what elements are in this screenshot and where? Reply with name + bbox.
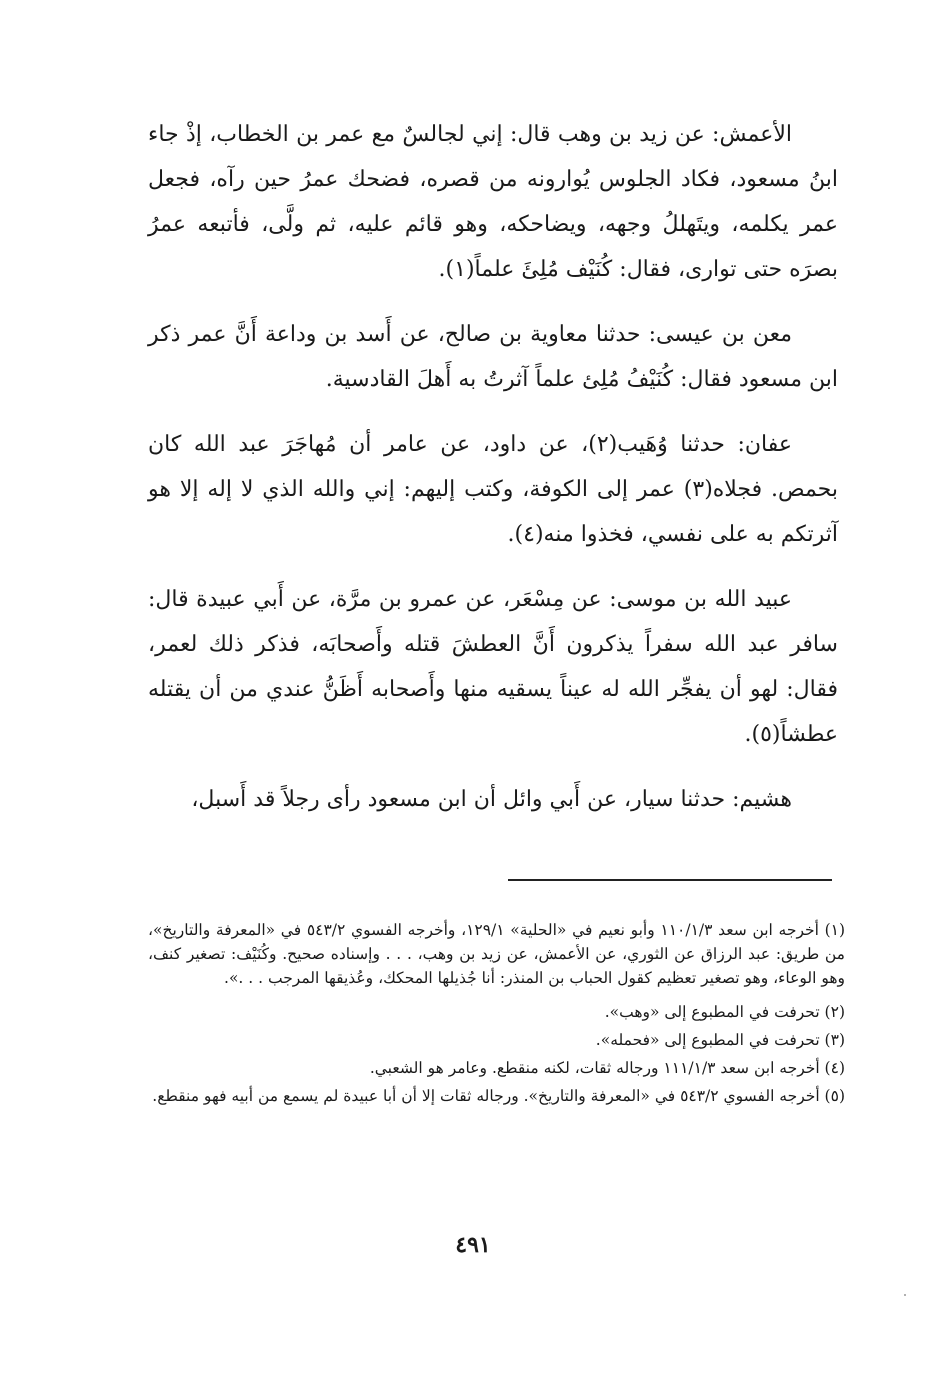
paragraph-hushaym: هشيم: حدثنا سيار، عن أَبي وائل أن ابن مسعود رأى رجلاً قد أَسبل، [191,787,792,812]
footnote-5: (٥) أخرجه الفسوي ٥٤٣/٢ في «المعرفة والتاريخ». ورجاله ثقات إلا أن أبا عبيدة لم يسمع من أبيه فهو منقطع. [152,1087,845,1105]
page-number: ٤٩١ [455,1232,491,1258]
footnote-3: (٣) تحرفت في المطبوع إلى «فحمله». [595,1031,845,1049]
paragraph-maan-bin-isa: معن بن عيسى: حدثنا معاوية بن صالح، عن أَسد بن وداعة أَنَّ عمر ذكر ابن مسعود فقال: كُنَيْفُ مُلِئ علماً آثرتُ به أَهلَ القادسية. [148,322,838,392]
footnote-2: (٢) تحرفت في المطبوع إلى «وهب». [604,1003,845,1021]
scan-speck [904,1294,906,1296]
footnotes-block [148,918,845,1112]
main-text-block [148,112,838,842]
paragraph-ubaydullah-bin-musa: عبيد الله بن موسى: عن مِسْعَر، عن عمرو بن مرَّة، عن أَبي عبيدة قال: سافر عبد الله سفراً يذكرون أَنَّ العطشَ قتله وأَصحابَه، فذكر ذلك لعمر، فقال: لهو أن يفجِّر الله له عيناً يسقيه منها وأَصحابه أَظَنُّ عندي من أن يقتله عطشاً(٥). [148,587,838,747]
footnote-1: (١) أخرجه ابن سعد ١١٠/١/٣ وأبو نعيم في «الحلية» ١٢٩/١، وأخرجه الفسوي ٥٤٣/٢ في «المعرفة والتاريخ»، من طريق: عبد الرزاق عن الثوري، عن الأعمش، عن زيد بن وهب، . . . وإسناده صحيح. وكُنَيْف: تصغير كنف، وهو الوعاء، وهو تصغير تعظيم كقول الحباب بن المنذر: أنا جُذيلها المحكك، وعُذيقها المرجب . . .». [148,921,846,987]
footnote-separator [508,879,832,881]
paragraph-affan: عفان: حدثنا وُهَيب(٢)، عن داود، عن عامر أن مُهاجَرَ عبد الله كان بحمص. فجلاه(٣) عمر إلى الكوفة، وكتب إليهم: إني والله الذي لا إله إلا هو آثرتكم به على نفسي، فخذوا منه(٤). [148,432,839,547]
paragraph-al-amash: الأعمش: عن زيد بن وهب قال: إني لجالسٌ مع عمر بن الخطاب، إذْ جاء ابنُ مسعود، فكاد الجلوس يُوارونه من قصره، فضحك عمرُ حين رآه، فجعل عمر يكلمه، ويتَهللُ وجهه، ويضاحكه، وهو قائم عليه، ثم ولَّى، فأتبعه عمرُ بصرَه حتى توارى، فقال: كُنَيْف مُلِئَ علماً(١). [148,122,838,282]
footnote-4: (٤) أخرجه ابن سعد ١١١/١/٣ ورجاله ثقات، لكنه منقطع. وعامر هو الشعبي. [369,1059,845,1077]
